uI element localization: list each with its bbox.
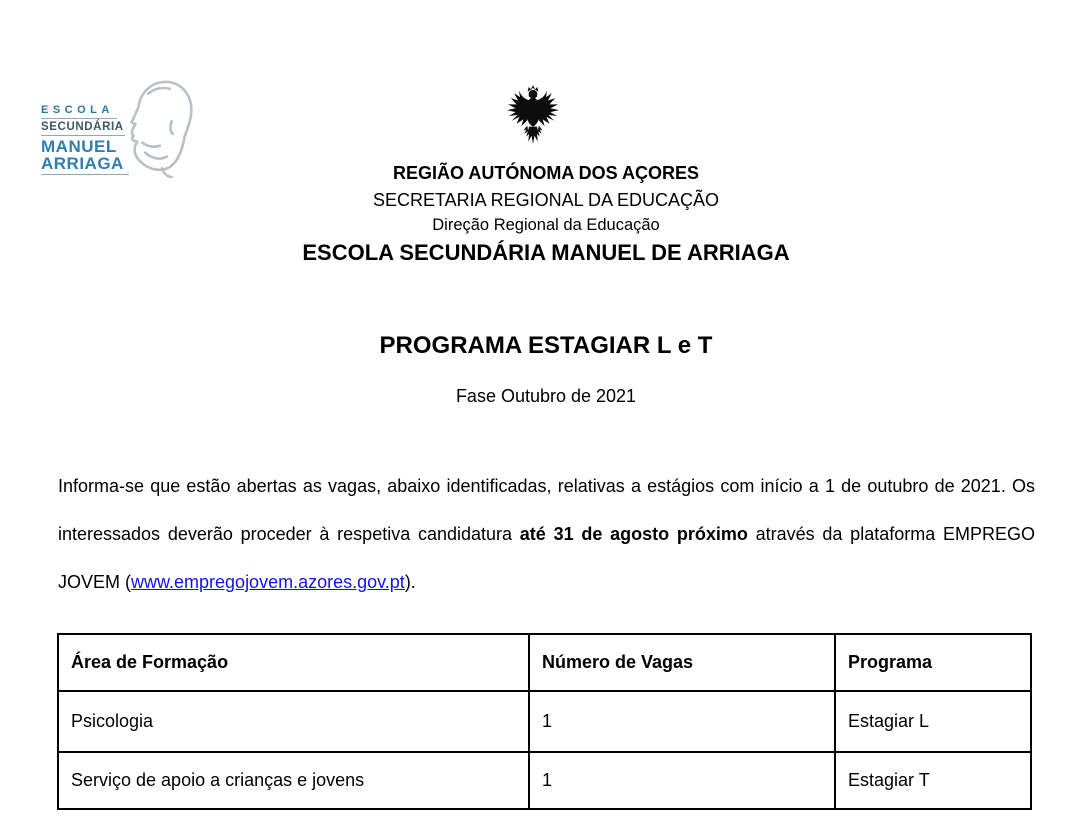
vacancies-table xyxy=(57,633,1032,810)
emprego-jovem-link[interactable]: www.empregojovem.azores.gov.pt xyxy=(131,572,405,592)
document-subtitle: Fase Outubro de 2021 xyxy=(455,386,637,406)
cell-vagas: 1 xyxy=(529,691,835,752)
cell-vagas: 1 xyxy=(529,752,835,809)
cell-programa: Estagiar L xyxy=(835,691,1031,752)
letterhead-directorate: Direção Regional da Educação xyxy=(432,216,660,234)
logo-line-arriaga: ARRIAGA xyxy=(41,154,124,173)
logo-line-manuel: MANUEL xyxy=(41,137,117,156)
paragraph-text-end: ). xyxy=(404,572,416,592)
table-header-row xyxy=(58,634,1031,691)
cell-area: Serviço de apoio a crianças e jovens xyxy=(58,752,529,809)
paragraph-text-middle: através da plataforma EMPREGO JOVEM ( xyxy=(58,524,1035,592)
header-numero-de-vagas: Número de Vagas xyxy=(529,634,835,691)
letterhead-region: REGIÃO AUTÓNOMA DOS AÇORES xyxy=(392,163,699,183)
letterhead-secretariat: SECRETARIA REGIONAL DA EDUCAÇÃO xyxy=(372,190,720,210)
table-row xyxy=(58,752,1031,809)
header-area-de-formacao: Área de Formação xyxy=(58,634,529,691)
letterhead-school-name: ESCOLA SECUNDÁRIA MANUEL DE ARRIAGA xyxy=(302,240,790,265)
logo-divider xyxy=(41,135,125,136)
header-programa: Programa xyxy=(835,634,1031,691)
letterhead xyxy=(0,160,1092,268)
cell-programa: Estagiar T xyxy=(835,752,1031,809)
logo-line-secundaria: SECUNDÁRIA xyxy=(41,121,124,133)
logo-divider xyxy=(41,118,117,119)
cell-area: Psicologia xyxy=(58,691,529,752)
logo-line-escola: ESCOLA xyxy=(41,104,114,116)
deadline-bold-text: até 31 de agosto próximo xyxy=(519,524,748,544)
announcement-paragraph xyxy=(58,462,1035,606)
table-row xyxy=(58,691,1031,752)
document-title: PROGRAMA ESTAGIAR L e T xyxy=(379,332,713,359)
paragraph-text-start: Informa-se que estão abertas as vagas, abaixo identificadas, relativas a estágios com início a 1 de outubro de 2021. Os interessados deverão proceder à respetiva candidatura xyxy=(58,476,1035,544)
azores-eagle-emblem-icon xyxy=(504,82,562,148)
